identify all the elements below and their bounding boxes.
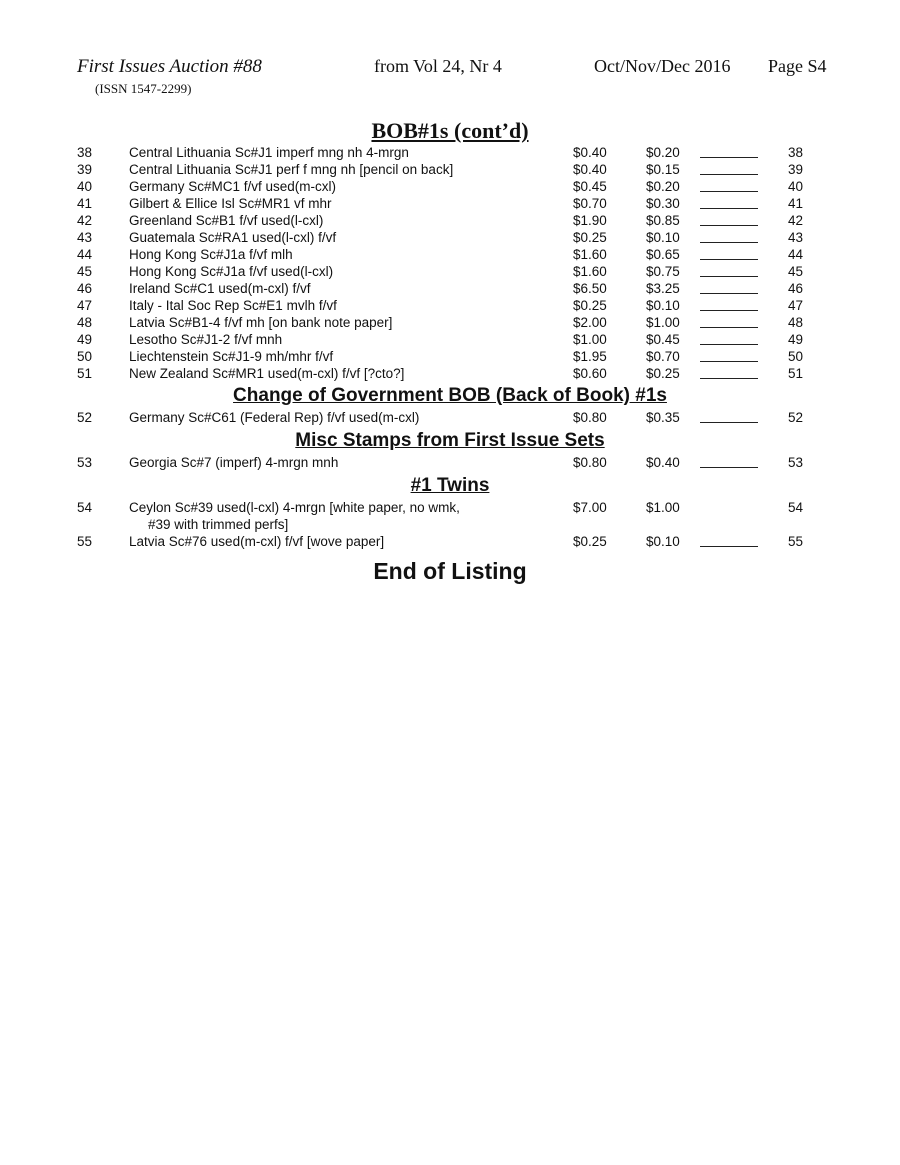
bid-entry-line[interactable] — [700, 546, 758, 547]
lot-description: Hong Kong Sc#J1a f/vf mlh — [129, 247, 293, 262]
lot-number: 50 — [77, 349, 93, 364]
end-of-listing: End of Listing — [373, 558, 527, 584]
lot-description: Germany Sc#C61 (Federal Rep) f/vf used(m-cxl) — [129, 410, 420, 425]
lot-number-right: 39 — [787, 162, 803, 177]
issn: (ISSN 1547-2299) — [95, 81, 192, 96]
catalog-value: $0.40 — [573, 162, 607, 177]
lot-number: 44 — [77, 247, 93, 262]
bid-entry-line[interactable] — [700, 242, 758, 243]
lot-number-right: 50 — [787, 349, 803, 364]
lot-row — [0, 454, 900, 471]
minimum-bid: $0.75 — [646, 264, 680, 279]
section-heading-twins: #1 Twins — [410, 475, 490, 496]
lot-row — [0, 365, 900, 382]
catalog-value: $1.60 — [573, 247, 607, 262]
lot-description: Ceylon Sc#39 used(l-cxl) 4-mrgn [white paper, no wmk, — [129, 500, 460, 515]
lot-number: 39 — [77, 162, 93, 177]
lot-number: 46 — [77, 281, 93, 296]
lot-row — [0, 533, 900, 550]
lot-description: Lesotho Sc#J1-2 f/vf mnh — [129, 332, 283, 347]
lot-number-right: 43 — [787, 230, 803, 245]
lot-number-right: 47 — [787, 298, 803, 313]
lot-description: Central Lithuania Sc#J1 perf f mng nh [pencil on back] — [129, 162, 454, 177]
lot-description: Germany Sc#MC1 f/vf used(m-cxl) — [129, 179, 337, 194]
lot-description-continued: #39 with trimmed perfs] — [148, 517, 289, 532]
lot-description: New Zealand Sc#MR1 used(m-cxl) f/vf [?cto?] — [129, 366, 405, 381]
minimum-bid: $0.15 — [646, 162, 680, 177]
lot-number: 47 — [77, 298, 93, 313]
bid-entry-line[interactable] — [700, 378, 758, 379]
bid-entry-line[interactable] — [700, 208, 758, 209]
bid-entry-line[interactable] — [700, 361, 758, 362]
lot-row — [0, 409, 900, 426]
volume-info: from Vol 24, Nr 4 — [374, 56, 502, 76]
lot-row — [0, 280, 900, 297]
lot-description: Liechtenstein Sc#J1-9 mh/mhr f/vf — [129, 349, 334, 364]
minimum-bid: $0.10 — [646, 534, 680, 549]
lot-description: Hong Kong Sc#J1a f/vf used(l-cxl) — [129, 264, 334, 279]
catalog-value: $1.90 — [573, 213, 607, 228]
lot-number-right: 48 — [787, 315, 803, 330]
lot-row — [0, 348, 900, 365]
catalog-value: $0.70 — [573, 196, 607, 211]
lot-description: Italy - Ital Soc Rep Sc#E1 mvlh f/vf — [129, 298, 337, 313]
catalog-value: $1.00 — [573, 332, 607, 347]
lot-number-right: 45 — [787, 264, 803, 279]
lot-row — [0, 314, 900, 331]
catalog-value: $7.00 — [573, 500, 607, 515]
lot-row — [0, 297, 900, 314]
minimum-bid: $0.20 — [646, 179, 680, 194]
minimum-bid: $0.45 — [646, 332, 680, 347]
lot-number-right: 44 — [787, 247, 803, 262]
minimum-bid: $0.10 — [646, 230, 680, 245]
lot-description: Guatemala Sc#RA1 used(l-cxl) f/vf — [129, 230, 337, 245]
catalog-value: $0.80 — [573, 455, 607, 470]
lot-number-right: 49 — [787, 332, 803, 347]
lot-number-right: 38 — [787, 145, 803, 160]
catalog-value: $0.25 — [573, 298, 607, 313]
lot-number-right: 46 — [787, 281, 803, 296]
lot-number-right: 41 — [787, 196, 803, 211]
minimum-bid: $1.00 — [646, 315, 680, 330]
lot-description: Ireland Sc#C1 used(m-cxl) f/vf — [129, 281, 311, 296]
lot-number: 40 — [77, 179, 93, 194]
catalog-value: $6.50 — [573, 281, 607, 296]
minimum-bid: $0.10 — [646, 298, 680, 313]
bid-entry-line[interactable] — [700, 310, 758, 311]
lot-number: 51 — [77, 366, 93, 381]
lot-number: 49 — [77, 332, 93, 347]
page-number: Page S4 — [768, 56, 827, 76]
catalog-value: $0.25 — [573, 534, 607, 549]
lot-number-right: 53 — [787, 455, 803, 470]
lot-description: Greenland Sc#B1 f/vf used(l-cxl) — [129, 213, 324, 228]
lot-number-right: 54 — [787, 500, 803, 515]
minimum-bid: $0.85 — [646, 213, 680, 228]
bid-entry-line[interactable] — [700, 276, 758, 277]
bid-entry-line[interactable] — [700, 259, 758, 260]
section-heading-change-of-government: Change of Government BOB (Back of Book) #1s — [233, 385, 667, 406]
minimum-bid: $0.30 — [646, 196, 680, 211]
bid-entry-line[interactable] — [700, 422, 758, 423]
lot-number: 45 — [77, 264, 93, 279]
issue-date: Oct/Nov/Dec 2016 — [594, 56, 731, 76]
minimum-bid: $0.65 — [646, 247, 680, 262]
lot-number: 52 — [77, 410, 93, 425]
catalog-value: $1.95 — [573, 349, 607, 364]
lot-description: Georgia Sc#7 (imperf) 4-mrgn mnh — [129, 455, 339, 470]
lot-number-right: 42 — [787, 213, 803, 228]
bid-entry-line[interactable] — [700, 225, 758, 226]
section-heading-misc-stamps: Misc Stamps from First Issue Sets — [295, 430, 605, 451]
minimum-bid: $0.35 — [646, 410, 680, 425]
minimum-bid: $3.25 — [646, 281, 680, 296]
lot-description: Latvia Sc#76 used(m-cxl) f/vf [wove paper] — [129, 534, 385, 549]
bid-entry-line[interactable] — [700, 344, 758, 345]
bid-entry-line[interactable] — [700, 293, 758, 294]
catalog-value: $2.00 — [573, 315, 607, 330]
lot-number: 43 — [77, 230, 93, 245]
bid-entry-line[interactable] — [700, 467, 758, 468]
lot-row — [0, 161, 900, 178]
lot-row — [0, 195, 900, 212]
lot-row — [0, 212, 900, 229]
lot-row — [0, 263, 900, 280]
lot-number: 41 — [77, 196, 93, 211]
minimum-bid: $0.25 — [646, 366, 680, 381]
lot-number-right: 55 — [787, 534, 803, 549]
minimum-bid: $1.00 — [646, 500, 680, 515]
bid-entry-line[interactable] — [700, 174, 758, 175]
lot-description: Latvia Sc#B1-4 f/vf mh [on bank note paper] — [129, 315, 393, 330]
auction-title: First Issues Auction #88 — [77, 56, 262, 77]
minimum-bid: $0.70 — [646, 349, 680, 364]
lot-number: 55 — [77, 534, 93, 549]
catalog-value: $0.45 — [573, 179, 607, 194]
lot-row — [0, 246, 900, 263]
bid-entry-line[interactable] — [700, 157, 758, 158]
lot-number-right: 40 — [787, 179, 803, 194]
lot-number: 38 — [77, 145, 93, 160]
lot-number-right: 51 — [787, 366, 803, 381]
lot-row — [0, 144, 900, 161]
minimum-bid: $0.40 — [646, 455, 680, 470]
catalog-value: $0.25 — [573, 230, 607, 245]
catalog-value: $0.80 — [573, 410, 607, 425]
lot-number: 54 — [77, 500, 93, 515]
lot-row — [0, 499, 900, 533]
lot-row — [0, 331, 900, 348]
bid-entry-line[interactable] — [700, 191, 758, 192]
lot-number: 53 — [77, 455, 93, 470]
lot-row — [0, 229, 900, 246]
lot-number: 48 — [77, 315, 93, 330]
minimum-bid: $0.20 — [646, 145, 680, 160]
catalog-value: $1.60 — [573, 264, 607, 279]
catalog-value: $0.40 — [573, 145, 607, 160]
catalog-value: $0.60 — [573, 366, 607, 381]
section-heading-bob: BOB#1s (cont’d) — [371, 118, 529, 143]
lot-number-right: 52 — [787, 410, 803, 425]
lot-number: 42 — [77, 213, 93, 228]
lot-description: Gilbert & Ellice Isl Sc#MR1 vf mhr — [129, 196, 332, 211]
lot-row — [0, 178, 900, 195]
bid-entry-line[interactable] — [700, 327, 758, 328]
lot-description: Central Lithuania Sc#J1 imperf mng nh 4-mrgn — [129, 145, 409, 160]
